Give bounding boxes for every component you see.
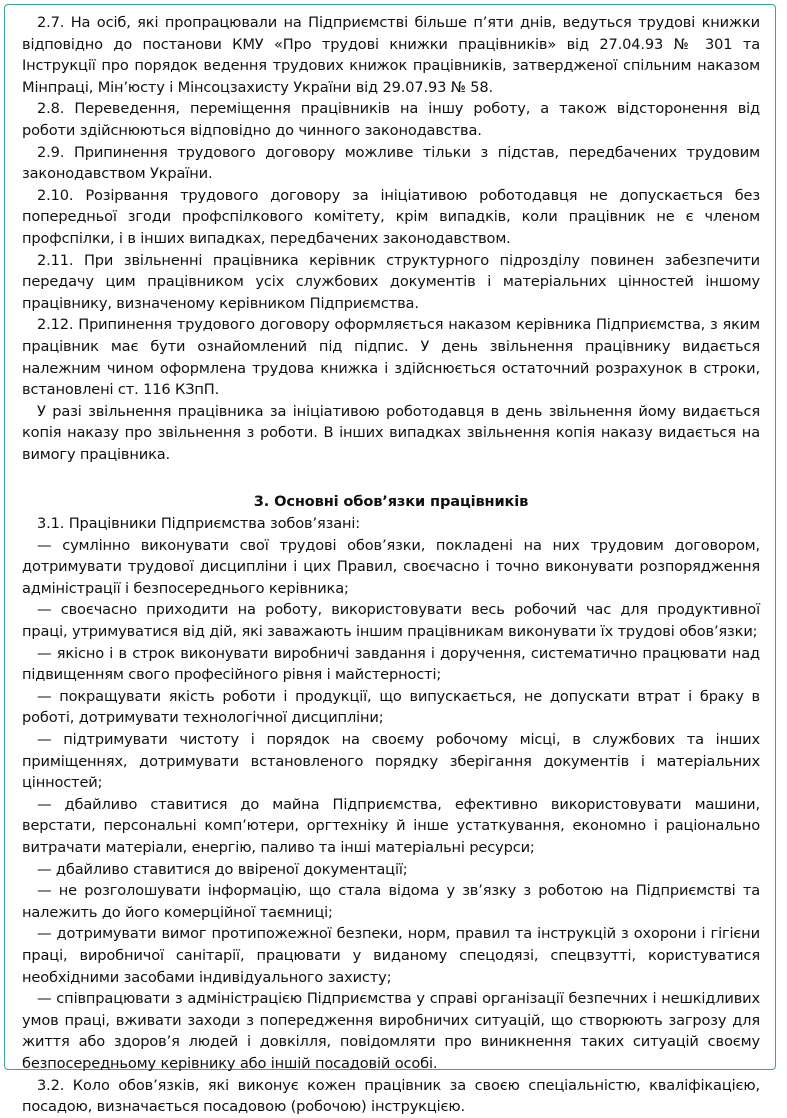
list-item: — дбайливо ставитися до ввіреної документації; — [37, 860, 408, 878]
list-item: — якісно і в строк виконувати виробничі завдання і доручення, систематично працювати над підвищенням свого професійного рівня і майстерності; — [22, 644, 760, 684]
list-item: — покращувати якість роботи і продукції, що випускається, не допускати втрат і браку в роботі, дотримувати технологічної дисципліни; — [22, 687, 760, 727]
paragraph-3-1: 3.1. Працівники Підприємства зобов’язані: — [37, 515, 361, 533]
paragraph-2-8: 2.8. Переведення, переміщення працівників на іншу роботу, а також відсторонення від роботи здійснюються відповідно до чинного законодавства. — [22, 100, 760, 139]
list-item: — своєчасно приходити на роботу, використовувати весь робочий час для продуктивної праці, утримуватися від дій, які заважають іншим працівникам виконувати їх трудові обов’язки; — [22, 601, 760, 641]
paragraph-2-11: 2.11. При звільненні працівника керівник структурного підрозділу повинен забезпечити передачу цим працівником усіх службових документів і матеріальних цінностей іншому працівнику, визначеному керівником Підприємства. — [22, 251, 760, 312]
paragraph-2-12: 2.12. Припинення трудового договору оформляється наказом керівника Підприємства, з яким працівник має бути ознайомлений під підпис. У день звільнення працівнику видається належним чином оформлена трудова книжка і здійснюється остаточний розрахунок в строки, встановлені ст. 116 КЗпП. — [22, 316, 760, 399]
list-item: — співпрацювати з адміністрацією Підприємства у справі організації безпечних і нешкідливих умов праці, вживати заходи з попередження виробничих ситуацій, що створюють загрозу для життя або здоров’я людей і довкілля, повідомляти про виникнення таких ситуацій своєму безпосередньому керівнику або іншій посадовій особі. — [22, 990, 760, 1072]
paragraph-2-7: 2.7. На осіб, які пропрацювали на Підприємстві більше п’яти днів, ведуться трудові книжки відповідно до постанови КМУ «Про трудові книжки працівників» від 27.04.93 № 301 та Інструкції про порядок ведення трудових книжок працівників, затвердженої спільним наказом Мінпраці, Мін’юсту і Мінсоцзахисту України від 29.07.93 № 58. — [22, 14, 760, 96]
list-item: — підтримувати чистоту і порядок на своєму робочому місці, в службових та інших приміщеннях, дотримувати встановленого порядку зберігання документів і матеріальних цінностей; — [22, 731, 760, 792]
list-item: — сумлінно виконувати свої трудові обов’язки, покладені на них трудовим договором, дотримувати трудової дисципліни і цих Правил, своєчасно і точно виконувати розпорядження адміністрації і безпосереднього керівника; — [22, 536, 760, 597]
document-page — [4, 4, 776, 1116]
list-item: — дбайливо ставитися до майна Підприємства, ефективно використовувати машини, верстати, персональні комп’ютери, оргтехніку й інше устаткування, економно і раціонально витрачати матеріали, енергію, паливо та інші матеріальні ресурси; — [22, 795, 760, 856]
paragraph-dismissal-copy: У разі звільнення працівника за ініціативою роботодавця в день звільнення йому видається копія наказу про звільнення з роботи. В інших випадках звільнення копія наказу видається на вимогу працівника. — [22, 402, 760, 463]
paragraph-3-2: 3.2. Коло обов’язків, які виконує кожен працівник за своєю спеціальністю, кваліфікацією, посадою, визначається посадовою (робочою) інструкцією. — [22, 1076, 760, 1116]
list-item: — не розголошувати інформацію, що стала відома у зв’язку з роботою на Підприємстві та належить до його комерційної таємниці; — [22, 882, 760, 921]
paragraph-2-10: 2.10. Розірвання трудового договору за ініціативою роботодавця не допускається без попередньої згоди профспілкового комітету, крім випадків, коли працівник не є членом профспілки, і в інших випадках, передбачених законодавством. — [22, 186, 760, 247]
section-heading: 3. Основні обов’язки працівників — [253, 493, 529, 511]
list-item: — дотримувати вимог протипожежної безпеки, норм, правил та інструкцій з охорони і гігієни праці, виробничої санітарії, працювати у виданому спецодязі, спецвзутті, користуватися необхідними засобами індивідуального захисту; — [22, 925, 760, 986]
section-spacer — [22, 465, 760, 487]
paragraph-2-9: 2.9. Припинення трудового договору можливе тільки з підстав, передбачених трудовим законодавством України. — [22, 143, 760, 183]
